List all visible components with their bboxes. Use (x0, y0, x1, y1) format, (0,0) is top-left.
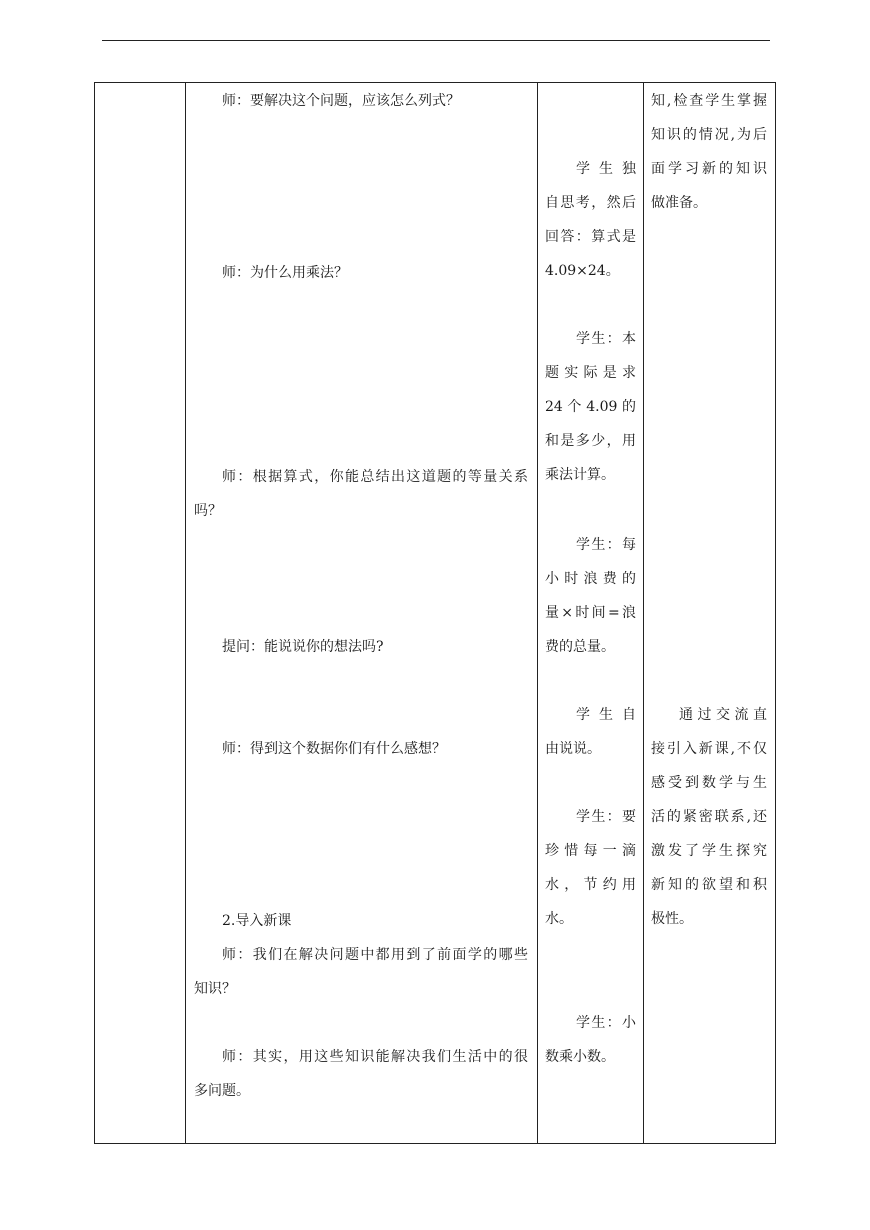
intent-note-line: 感受到数学与生 (651, 775, 767, 791)
column-divider (185, 83, 186, 1143)
student-answer-line: 自思考，然后 (545, 195, 636, 211)
column-divider (643, 83, 644, 1143)
student-answer-line: 题实际是求 (545, 365, 636, 381)
intent-note-line: 知,检查学生掌握 (651, 93, 767, 109)
intent-note-line: 新知的欲望和积 (651, 877, 767, 893)
teacher-question-prior-knowledge-cont: 知识？ (194, 981, 236, 997)
section-heading: 2.导入新课 (222, 913, 292, 929)
student-answer-line: 学生：每 (576, 537, 636, 553)
student-answer-line: 水。 (545, 911, 573, 927)
student-answer-line: 回答：算式是 (545, 229, 636, 245)
student-answer-line: 由说说。 (545, 741, 601, 757)
student-answer-line: 珍惜每一滴 (545, 843, 636, 859)
teacher-remark-real-life: 师：其实，用这些知识能解决我们生活中的很 (222, 1049, 528, 1065)
student-answer-line: 乘法计算。 (545, 467, 615, 483)
intent-note-line: 活的紧密联系,还 (651, 809, 767, 825)
intent-note-line: 接引入新课,不仅 (651, 741, 767, 757)
teacher-question-relation: 师：根据算式，你能总结出这道题的等量关系 (222, 469, 528, 485)
teacher-question-feelings: 师：得到这个数据你们有什么感想？ (222, 741, 446, 757)
teacher-question-why-multiply: 师：为什么用乘法？ (222, 265, 348, 281)
teacher-remark-real-life-cont: 多问题。 (194, 1083, 250, 1099)
intent-note-line: 激发了学生探究 (651, 843, 767, 859)
student-answer-line: 和是多少，用 (545, 433, 636, 449)
intent-note-line: 极性。 (651, 911, 693, 927)
student-answer-line: 24 个 4.09 的 (545, 399, 636, 415)
student-answer-line: 水，节约用 (545, 877, 636, 893)
student-answer-line: 学生：小 (576, 1015, 636, 1031)
teacher-question-relation-cont: 吗？ (194, 503, 222, 519)
intent-note-line: 知识的情况,为后 (651, 127, 767, 143)
teacher-question-prior-knowledge: 师：我们在解决问题中都用到了前面学的哪些 (222, 947, 528, 963)
student-answer-line: 小时浪费的 (545, 571, 636, 587)
student-answer-line: 费的总量。 (545, 639, 615, 655)
teacher-question-thoughts: 提问：能说说你的想法吗? (222, 639, 384, 655)
student-answer-line: 学生：要 (576, 809, 636, 825)
student-answer-line: 学 生 独 (576, 161, 636, 177)
header-rule (102, 40, 770, 41)
column-divider (537, 83, 538, 1143)
teacher-question-formula: 师：要解决这个问题，应该怎么列式？ (222, 93, 460, 109)
student-answer-line: 量×时间=浪 (545, 605, 636, 621)
student-answer-line: 学生：本 (576, 331, 636, 347)
intent-note-line: 做准备。 (651, 195, 707, 211)
student-answer-line: 学 生 自 (576, 707, 636, 723)
intent-note-line: 面学习新的知识 (651, 161, 767, 177)
student-answer-line: 数乘小数。 (545, 1049, 615, 1065)
student-answer-line: 4.09×24。 (545, 263, 620, 279)
intent-note-line: 通过交流直 (679, 707, 767, 723)
